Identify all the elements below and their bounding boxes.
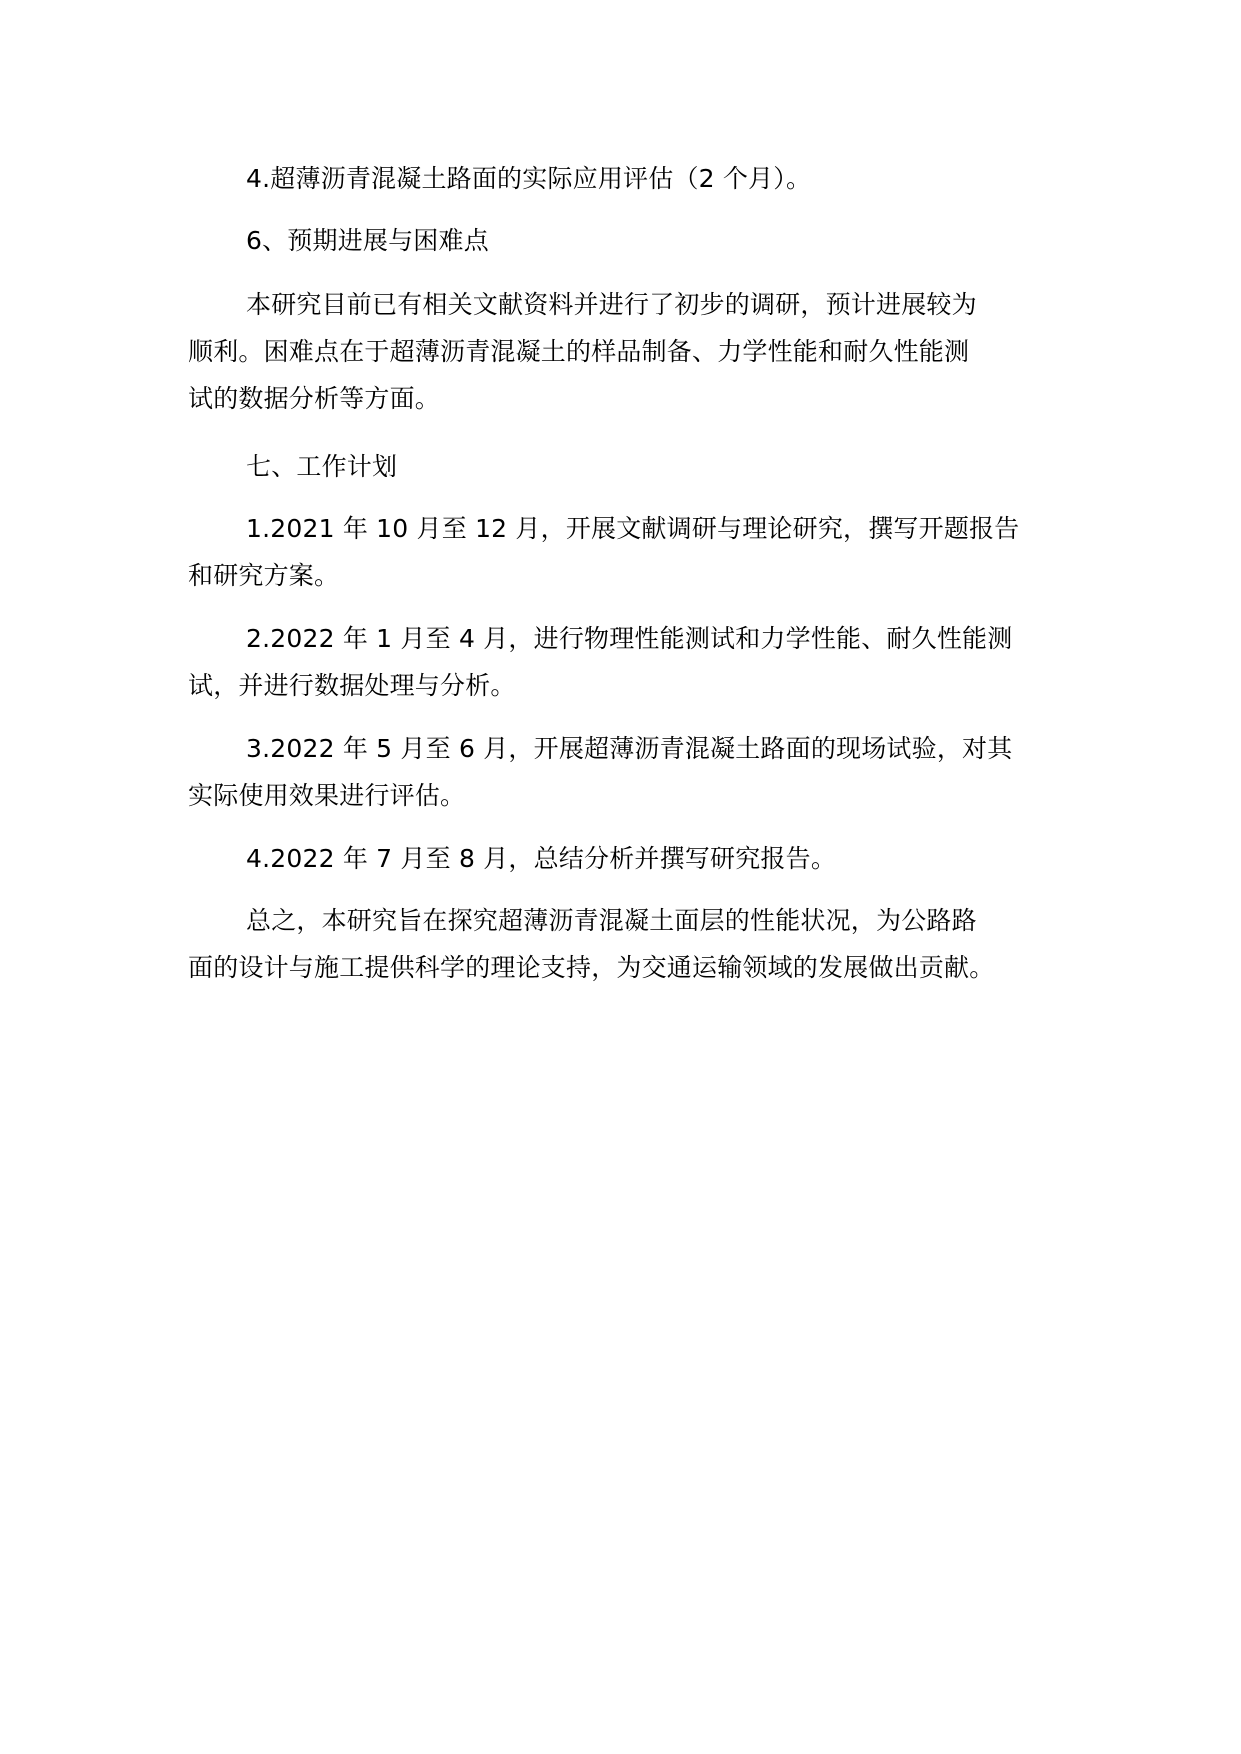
paragraph-line: 顺利。困难点在于超薄沥青混凝土的样品制备、力学性能和耐久性能测 bbox=[188, 337, 970, 366]
paragraph-line: 4.超薄沥青混凝土路面的实际应用评估（2 个月）。 bbox=[246, 164, 812, 193]
paragraph-line: 1.2021 年 10 月至 12 月，开展文献调研与理论研究，撰写开题报告 bbox=[246, 514, 1020, 543]
heading-text: 6、预期进展与困难点 bbox=[246, 226, 489, 255]
heading-text: 七、工作计划 bbox=[246, 452, 398, 481]
paragraph-line: 总之，本研究旨在探究超薄沥青混凝土面层的性能状况，为公路路 bbox=[246, 906, 977, 935]
section-heading-7 bbox=[188, 443, 397, 490]
plan-item-1 bbox=[188, 505, 1019, 599]
paragraph-item-4 bbox=[188, 155, 811, 202]
plan-item-4 bbox=[188, 835, 836, 882]
paragraph-line: 面的设计与施工提供科学的理论支持，为交通运输领域的发展做出贡献。 bbox=[188, 953, 995, 982]
paragraph-line: 实际使用效果进行评估。 bbox=[188, 781, 466, 810]
paragraph-line: 本研究目前已有相关文献资料并进行了初步的调研，预计进展较为 bbox=[246, 290, 977, 319]
paragraph-summary bbox=[188, 897, 994, 991]
plan-item-3 bbox=[188, 725, 1012, 819]
paragraph-line: 3.2022 年 5 月至 6 月，开展超薄沥青混凝土路面的现场试验，对其 bbox=[246, 734, 1013, 763]
paragraph-line: 试的数据分析等方面。 bbox=[188, 384, 441, 413]
paragraph-line: 2.2022 年 1 月至 4 月，进行物理性能测试和力学性能、耐久性能测 bbox=[246, 624, 1013, 653]
plan-item-2 bbox=[188, 615, 1012, 709]
paragraph-progress bbox=[188, 281, 977, 422]
paragraph-line: 试，并进行数据处理与分析。 bbox=[188, 671, 516, 700]
paragraph-line: 4.2022 年 7 月至 8 月，总结分析并撰写研究报告。 bbox=[246, 844, 837, 873]
paragraph-line: 和研究方案。 bbox=[188, 561, 340, 590]
section-heading-6 bbox=[188, 217, 489, 264]
